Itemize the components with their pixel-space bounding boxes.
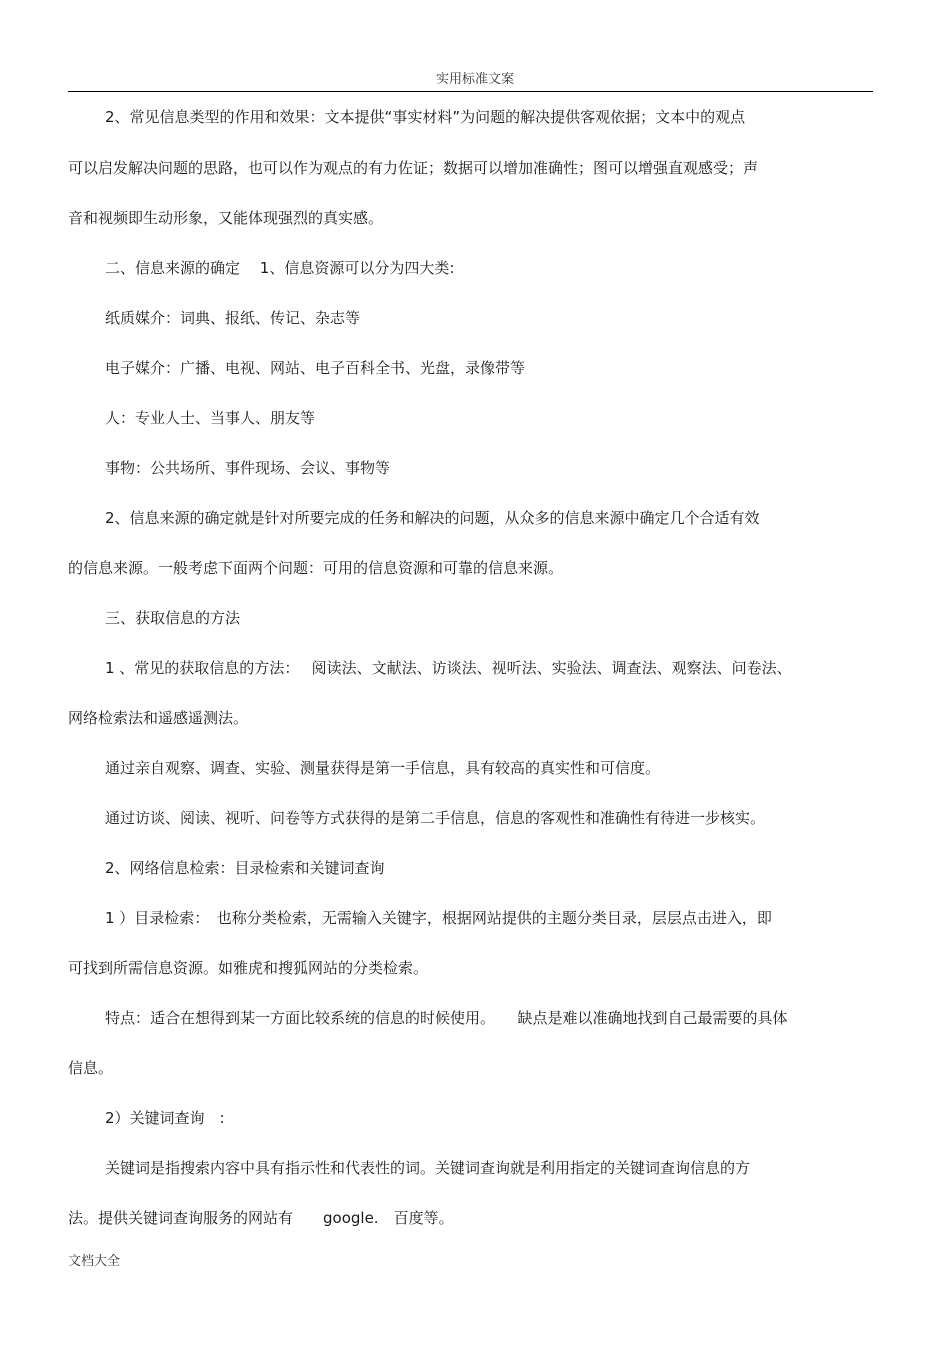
paragraph-line: 关键词是指搜索内容中具有指示性和代表性的词。关键词查询就是利用指定的关键词查询信息的方 [105,1159,751,1177]
section-heading: 三、获取信息的方法 [105,609,241,627]
section-heading: 二、信息来源的确定 1、信息资源可以分为四大类: [105,259,455,277]
header-divider [68,91,873,92]
paragraph-line: 特点：适合在想得到某一方面比较系统的信息的时候使用。 缺点是难以准确地找到自己最需要的具体 [105,1009,788,1027]
paragraph-line: 2、常见信息类型的作用和效果：文本提供“事实材料”为问题的解决提供客观依据；文本中的观点 [105,108,746,126]
paragraph-line: 信息。 [68,1059,114,1077]
paragraph-line: 通过亲自观察、调查、实验、测量获得是第一手信息，具有较高的真实性和可信度。 [105,759,661,777]
paragraph-line: 事物：公共场所、事件现场、会议、事物等 [105,459,391,477]
paragraph-line: 人：专业人士、当事人、朋友等 [105,409,316,427]
paragraph-line: 音和视频即生动形象，又能体现强烈的真实感。 [68,209,384,227]
paragraph-line: 电子媒介：广播、电视、网站、电子百科全书、光盘，录像带等 [105,359,526,377]
paragraph-line: 2、信息来源的确定就是针对所要完成的任务和解决的问题，从众多的信息来源中确定几个合适有效 [105,509,760,527]
page-header: 实用标准文案 [435,72,514,87]
paragraph-line: 通过访谈、阅读、视听、问卷等方式获得的是第二手信息，信息的客观性和准确性有待进一步核实。 [105,809,766,827]
paragraph-line: 1 、常见的获取信息的方法： 阅读法、文献法、访谈法、视听法、实验法、调查法、观察法、问卷法、 [105,659,792,677]
paragraph-line: 可找到所需信息资源。如雅虎和搜狐网站的分类检索。 [68,959,429,977]
paragraph-line: 法。提供关键词查询服务的网站有 google. 百度等。 [68,1209,454,1227]
paragraph-line: 网络检索法和遥感遥测法。 [68,709,249,727]
paragraph-line: 可以启发解决问题的思路，也可以作为观点的有力佐证；数据可以增加准确性；图可以增强直观感受；声 [68,159,759,177]
paragraph-line: 1 ）目录检索： 也称分类检索，无需输入关键字，根据网站提供的主题分类目录，层层点击进入，即 [105,909,772,927]
paragraph-line: 纸质媒介：词典、报纸、传记、杂志等 [105,309,361,327]
paragraph-line: 2、网络信息检索：目录检索和关键词查询 [105,859,385,877]
paragraph-line: 的信息来源。一般考虑下面两个问题：可用的信息资源和可靠的信息来源。 [68,559,564,577]
paragraph-line: 2）关键词查询 : [105,1109,225,1127]
page-footer: 文档大全 [68,1254,121,1269]
